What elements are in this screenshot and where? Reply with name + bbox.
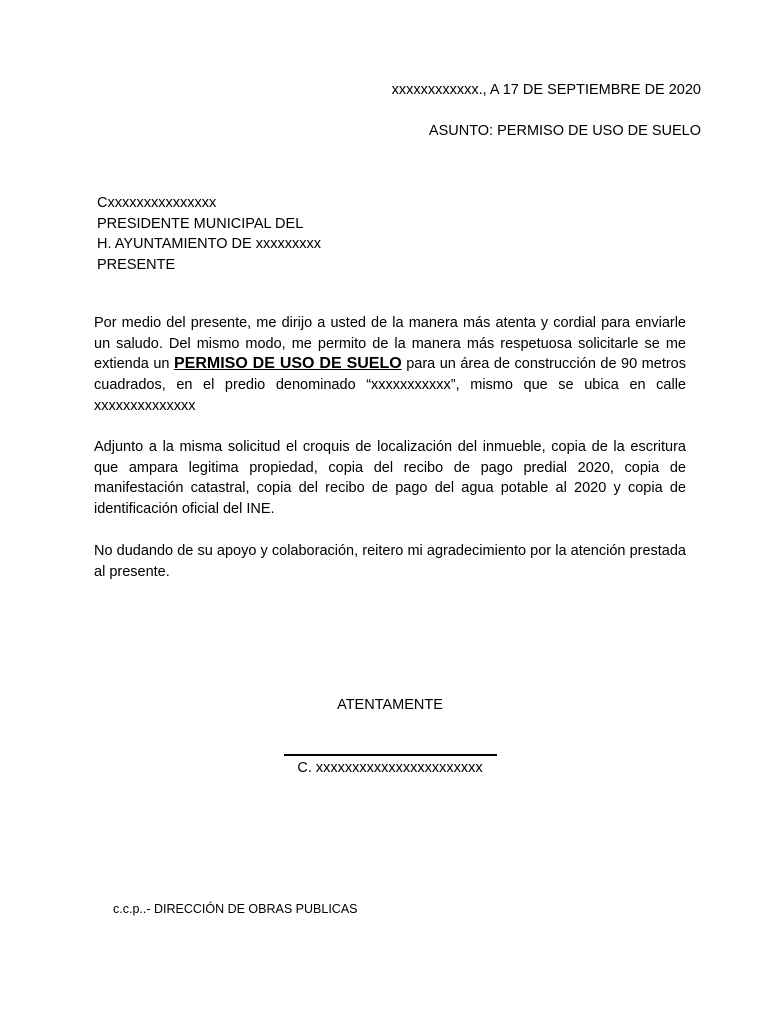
addressee-salutation: PRESENTE	[97, 256, 176, 273]
addressee-block	[97, 193, 321, 275]
signer-name: C. xxxxxxxxxxxxxxxxxxxxxxx	[297, 760, 483, 776]
permit-emphasis: PERMISO DE USO DE SUELO	[173, 355, 402, 373]
signature-line	[284, 754, 497, 756]
addressee-name: Cxxxxxxxxxxxxxxx	[97, 195, 217, 211]
subject-line: ASUNTO: PERMISO DE USO DE SUELO	[428, 123, 701, 139]
paragraph-request-intro: Por medio del presente, me dirijo a usted de la manera más atenta y cordial para enviarle un saludo. Del mismo modo, me permito de la manera más respetuosa solicitarle se me extienda un	[94, 315, 686, 373]
carbon-copy-line: c.c.p..- DIRECCIÓN DE OBRAS PUBLICAS	[113, 902, 358, 916]
paragraph-thanks: No dudando de su apoyo y colaboración, reitero mi agradecimiento por la atención prestada al presente.	[94, 543, 686, 580]
date-line: xxxxxxxxxxxx., A 17 DE SEPTIEMBRE DE 2020	[391, 82, 701, 98]
addressee-organization: H. AYUNTAMIENTO DE xxxxxxxxx	[97, 236, 321, 252]
paragraph-attachments: Adjunto a la misma solicitud el croquis de localización del inmueble, copia de la escritura que ampara legitima propiedad, copia del recibo de pago predial 2020, copia de manifestación catastral, copia del recibo de pago del agua potable al 2020 y copia de identificación oficial del INE.	[94, 439, 686, 518]
paragraph-request-details: para un área de construcción de 90 metros cuadrados, en el predio denominado “xxxxxxxxxxx”, mismo que se ubica en calle xxxxxxxxxxxxxx	[94, 356, 686, 414]
paragraph-request	[94, 313, 686, 417]
addressee-title: PRESIDENTE MUNICIPAL DEL	[97, 215, 304, 232]
closing: ATENTAMENTE	[337, 697, 443, 713]
